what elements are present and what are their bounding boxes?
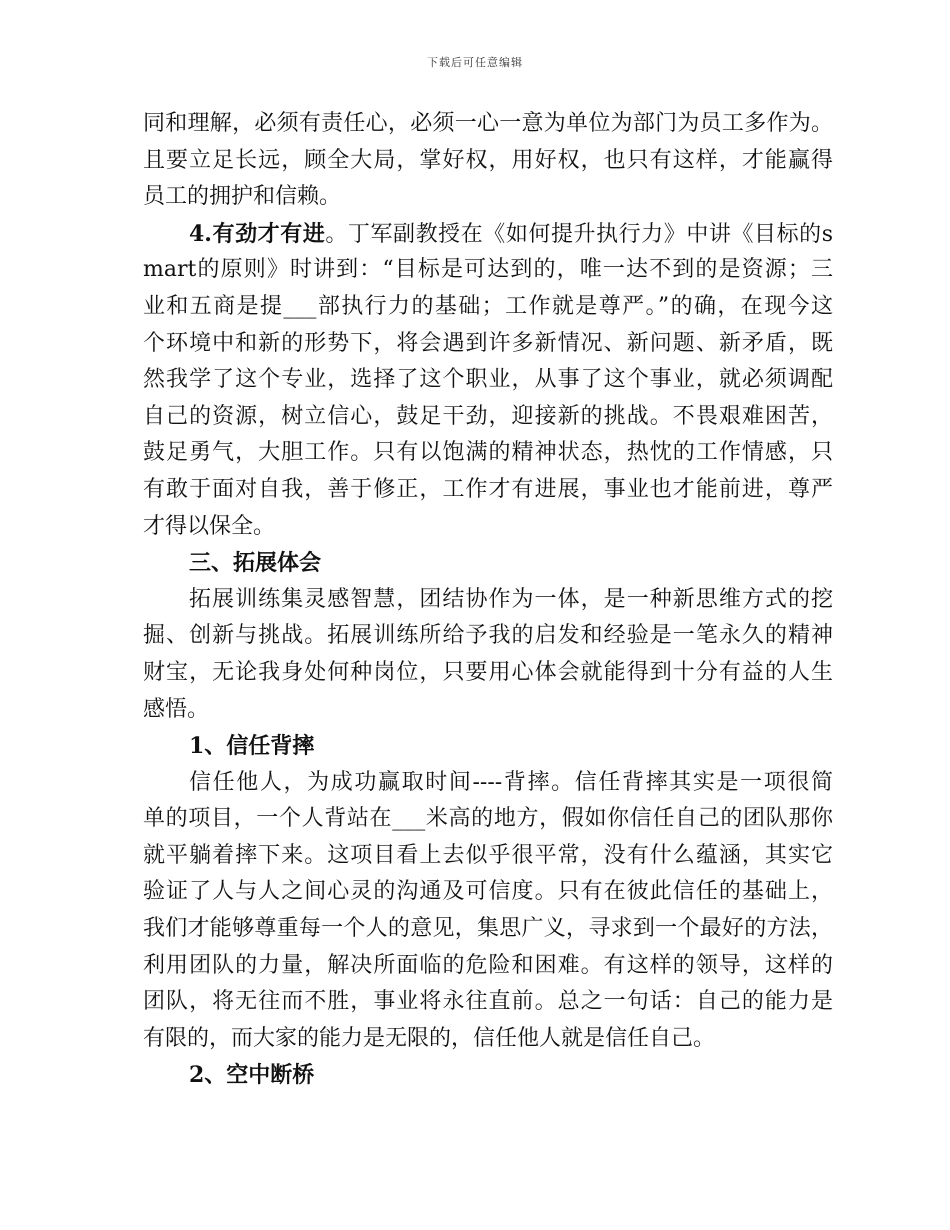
paragraph-line: 业和五商是提___部执行力的基础；工作就是尊严。”的确，在现今这: [143, 293, 833, 319]
paragraph-line: 且要立足长远，顾全大局，掌好权，用好权，也只有这样，才能赢得: [143, 147, 833, 173]
paragraph-line: mart的原则》时讲到：“目标是可达到的，唯一达不到的是资源；三: [143, 257, 833, 283]
paragraph-line: 有限的，而大家的能力是无限的，信任他人就是信任自己。: [143, 1025, 716, 1051]
page-header: 下载后可任意编辑: [427, 56, 523, 69]
paragraph-line: 团队，将无往而不胜，事业将永往直前。总之一句话：自己的能力是: [143, 989, 833, 1015]
paragraph-line: 利用团队的力量，解决所面临的危险和困难。有这样的领导，这样的: [143, 952, 833, 978]
paragraph-line: 感悟。: [143, 696, 210, 722]
subheading-air-bridge: 2、空中断桥: [189, 1062, 315, 1089]
paragraph-line: 个环境中和新的形势下，将会遇到许多新情况、新问题、新矛盾，既: [143, 330, 833, 356]
paragraph-line: 我们才能够尊重每一个人的意见，集思广义，寻求到一个最好的方法，: [143, 916, 833, 942]
paragraph-line: 自己的资源，树立信心，鼓足干劲，迎接新的挑战。不畏艰难困苦，: [143, 403, 833, 429]
paragraph-line: 信任他人，为成功赢取时间----背摔。信任背摔其实是一项很简: [189, 769, 833, 795]
paragraph-line: 单的项目，一个人背站在___米高的地方，假如你信任自己的团队那你: [143, 806, 833, 832]
paragraph-line: 有敢于面对自我，善于修正，工作才有进展，事业也才能前进，尊严: [143, 476, 833, 502]
paragraph-line: 验证了人与人之间心灵的沟通及可信度。只有在彼此信任的基础上，: [143, 879, 833, 905]
paragraph-line: 才得以保全。: [143, 513, 276, 539]
paragraph-text: 。丁军副教授在《如何提升执行力》中讲《目标的s: [325, 221, 833, 247]
paragraph-line: 财宝，无论我身处何种岗位，只要用心体会就能得到十分有益的人生: [143, 659, 833, 685]
section-heading-3: 三、拓展体会: [189, 550, 322, 577]
paragraph-line: 拓展训练集灵感智慧，团结协作为一体，是一种新思维方式的挖: [189, 586, 833, 612]
section-heading-4: 4.有劲才有进: [189, 220, 326, 247]
paragraph-line: 掘、创新与挑战。拓展训练所给予我的启发和经验是一笔永久的精神: [143, 623, 833, 649]
paragraph-line: 鼓足勇气，大胆工作。只有以饱满的精神状态，热忱的工作情感，只: [143, 440, 833, 466]
subheading-trust-fall: 1、信任背摔: [189, 733, 315, 760]
paragraph-line: 同和理解，必须有责任心，必须一心一意为单位为部门为员工多作为。: [143, 111, 833, 136]
section-heading-line: [143, 216, 833, 253]
paragraph-line: 就平躺着摔下来。这项目看上去似乎很平常，没有什么蕴涵，其实它: [143, 842, 833, 868]
paragraph-line: 然我学了这个专业，选择了这个职业，从事了这个事业，就必须调配: [143, 367, 833, 393]
paragraph-line: 员工的拥护和信赖。: [143, 184, 342, 210]
document-body: [143, 106, 833, 1094]
